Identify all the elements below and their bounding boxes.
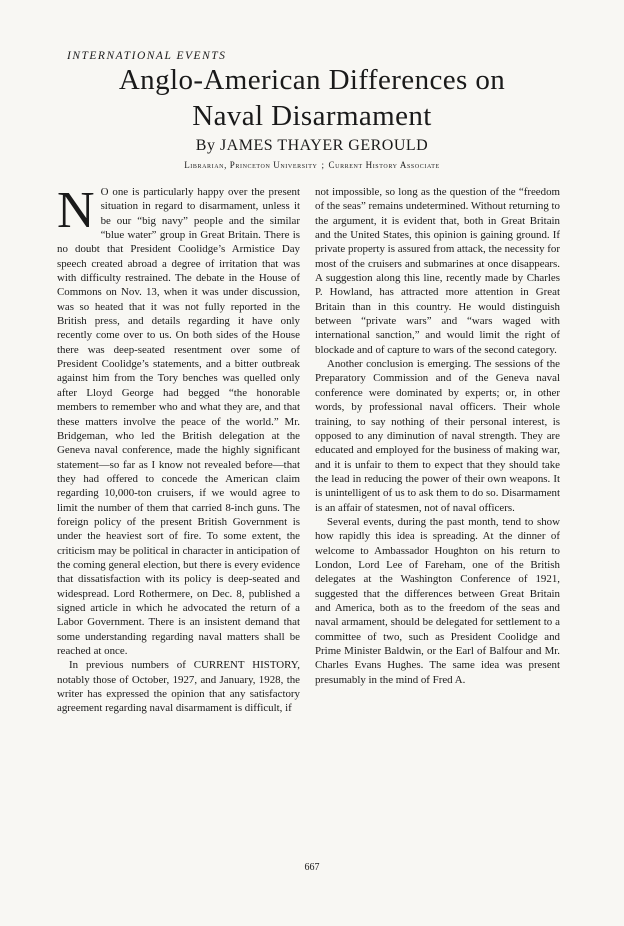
page-number: 667	[304, 862, 320, 873]
paragraph: Another conclusion is emerging. The sessions of the Preparatory Commission and of the Geneva naval conference were dominated by experts; or, in other words, by professional naval officers. Their whole training, to say nothing of their personal interest, is opposed to any diminution of naval strength. They are educated and employed for the business of making war, and it is unfair to them to expect that they should take the lead in reducing the power of their own weapons. It is unintelligent of us to ask them to do so. Disarmament is an affair of statesmen, not of naval officers.	[315, 358, 560, 514]
article-column-right	[315, 185, 560, 820]
section-label: INTERNATIONAL EVENTS	[67, 50, 227, 62]
author-affiliation: Librarian, Princeton University ; Current History Associate	[184, 160, 440, 170]
article-title-line-2: Naval Disarmament	[192, 100, 432, 132]
drop-cap: N	[57, 185, 95, 239]
paragraph: In previous numbers of CURRENT HISTORY, notably those of October, 1927, and January, 1928, the writer has expressed the opinion that any satisfactory agreement regarding naval disarmament is difficult, if	[57, 659, 300, 715]
paragraph	[57, 185, 300, 658]
affiliation-role: Current History Associate	[328, 160, 440, 170]
paragraph: not impossible, so long as the question of the “freedom of the seas” remains undetermined. Without returning to the argument, it is evident that, both in Great Britain and the United States, this opinion is gaining ground. If private property is assured from attack, the necessity for most of the cruisers and submarines at once disappears. A suggestion along this line, recently made by Charles P. Howland, has attracted more attention in Great Britain than in this country. He would distinguish between “private wars” and “wars waged with international sanction,” and would limit the right of blockade and of capture to wars of the second category.	[315, 186, 560, 356]
article-column-left	[57, 185, 300, 820]
paragraph: Several events, during the past month, tend to show how rapidly this idea is spreading. At the dinner of welcome to Ambassador Houghton on his return to London, Lord Lee of Fareham, one of the British delegates at the Washington Conference of 1921, suggested that the differences between Great Britain and America, both as to the freedom of the seas and naval armament, should be delegated for settlement to a committee of two, such as President Coolidge and Prime Minister Baldwin, or the Earl of Balfour and Mr. Charles Evans Hughes. The same idea was present presumably in the mind of Fred A.	[315, 515, 560, 686]
author-byline: By JAMES THAYER GEROULD	[195, 137, 429, 154]
article-title-line-1: Anglo-American Differences on	[118, 64, 506, 96]
paragraph-text: O one is particularly happy over the present situation in regard to disarmament, unless it be our “big navy” people and the similar “blue water” group in Great Britain. There is no doubt that President Coolidge’s Armistice Day speech created abroad a degree of irritation that was with difficulty restrained. The debate in the House of Commons on Nov. 13, when it was under discussion, was so heated that it was not fully reported in the British press, and details regarding it have only recently come over to us. On both sides of the House there was deep-seated resentment over some of President Coolidge’s statements, and a bitter outbreak against him from the Tory benches was quelled only after Lloyd George had begged “the honorable members to remember who and what they are, and that these matters involve the peace of the world.” Mr. Bridgeman, who led the British delegation at the Geneva naval conference, made the highly significant statement—so far as I know not revealed before—that they had offered to concede the American claim regarding 10,000-ton cruisers, if we would agree to limit the number of them that carried 8-inch guns. The foreign policy of the present British Government is under the heaviest sort of fire. To some extent, the criticism may be political in character in anticipation of the coming general election, but there is every evidence that dissatisfaction with its policy is deep-seated and widespread. Lord Rothermere, on Dec. 8, published a signed article in which he advocated the return of a Labor Government. There is an insistent demand that some understanding regarding naval matters shall be reached at once.	[57, 186, 300, 657]
affiliation-position: Librarian, Princeton University	[184, 160, 318, 170]
